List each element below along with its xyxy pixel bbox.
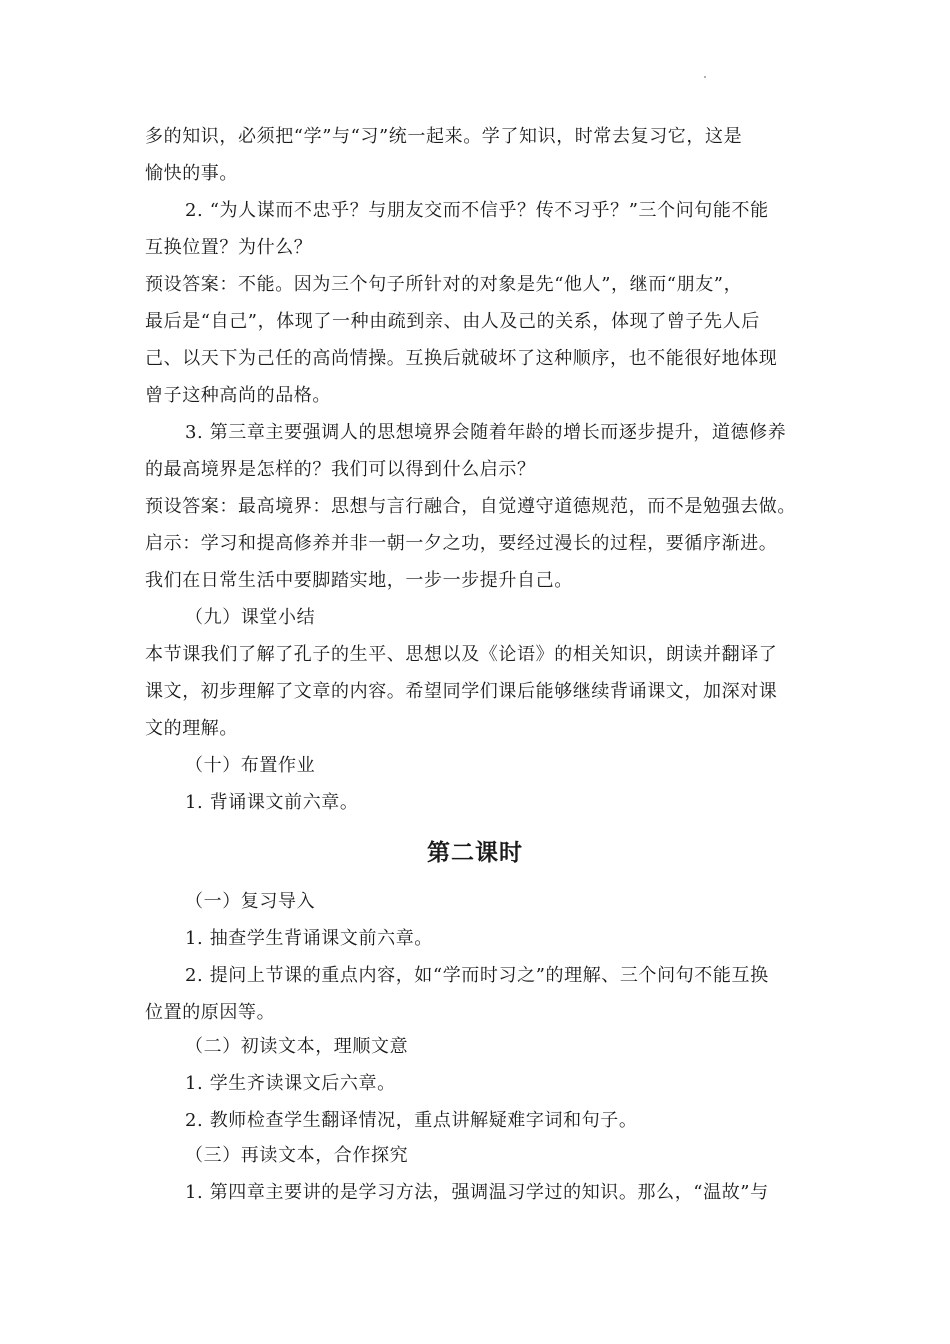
question-3-line: 3. 第三章主要强调人的思想境界会随着年龄的增长而逐步提升，道德修养 [185, 422, 787, 443]
list-item: 1. 学生齐读课文后六章。 [185, 1073, 396, 1094]
question-2-line: 2. “为人谋而不忠乎？与朋友交而不信乎？传不习乎？”三个问句能不能 [185, 200, 769, 221]
answer-text-line: 启示：学习和提高修养并非一朝一夕之功，要经过漫长的过程，要循序渐进。 [145, 533, 778, 554]
list-item: 2. 提问上节课的重点内容，如“学而时习之”的理解、三个问句不能互换 [185, 965, 769, 986]
answer-text-line: 预设答案：不能。因为三个句子所针对的对象是先“他人”，继而“朋友”， [145, 274, 743, 295]
section-heading-review: （一）复习导入 [185, 891, 316, 912]
answer-text-line: 预设答案：最高境界：思想与言行融合，自觉遵守道德规范，而不是勉强去做。 [145, 496, 796, 517]
list-item: 1. 抽查学生背诵课文前六章。 [185, 928, 433, 949]
body-text-line: 课文，初步理解了文章的内容。希望同学们课后能够继续背诵课文，加深对课 [145, 681, 778, 702]
lesson-title: 第二课时 [427, 840, 523, 866]
body-text-line: 本节课我们了解了孔子的生平、思想以及《论语》的相关知识，朗读并翻译了 [145, 644, 778, 665]
body-text-line: 位置的原因等。 [145, 1002, 276, 1023]
body-text-line: 愉快的事。 [145, 163, 238, 184]
body-text-line: 互换位置？为什么？ [145, 237, 313, 258]
homework-item: 1. 背诵课文前六章。 [185, 792, 359, 813]
list-item: 2. 教师检查学生翻译情况，重点讲解疑难字词和句子。 [185, 1110, 638, 1131]
body-text-line: 多的知识，必须把“学”与“习”统一起来。学了知识，时常去复习它，这是 [145, 126, 743, 147]
body-text-line: 的最高境界是怎样的？我们可以得到什么启示？ [145, 459, 536, 480]
section-heading-summary: （九）课堂小结 [185, 607, 316, 628]
page-speck [704, 76, 706, 78]
body-text-line: 文的理解。 [145, 718, 238, 739]
section-heading-second-reading: （三）再读文本，合作探究 [185, 1145, 409, 1166]
section-heading-homework: （十）布置作业 [185, 755, 316, 776]
answer-text-line: 己、以天下为己任的高尚情操。互换后就破坏了这种顺序，也不能很好地体现 [145, 348, 778, 369]
answer-text-line: 曾子这种高尚的品格。 [145, 385, 331, 406]
list-item: 1. 第四章主要讲的是学习方法，强调温习学过的知识。那么，“温故”与 [185, 1182, 769, 1203]
answer-text-line: 最后是“自己”，体现了一种由疏到亲、由人及己的关系，体现了曾子先人后 [145, 311, 760, 332]
section-heading-first-reading: （二）初读文本，理顺文意 [185, 1036, 409, 1057]
answer-text-line: 我们在日常生活中要脚踏实地，一步一步提升自己。 [145, 570, 573, 591]
